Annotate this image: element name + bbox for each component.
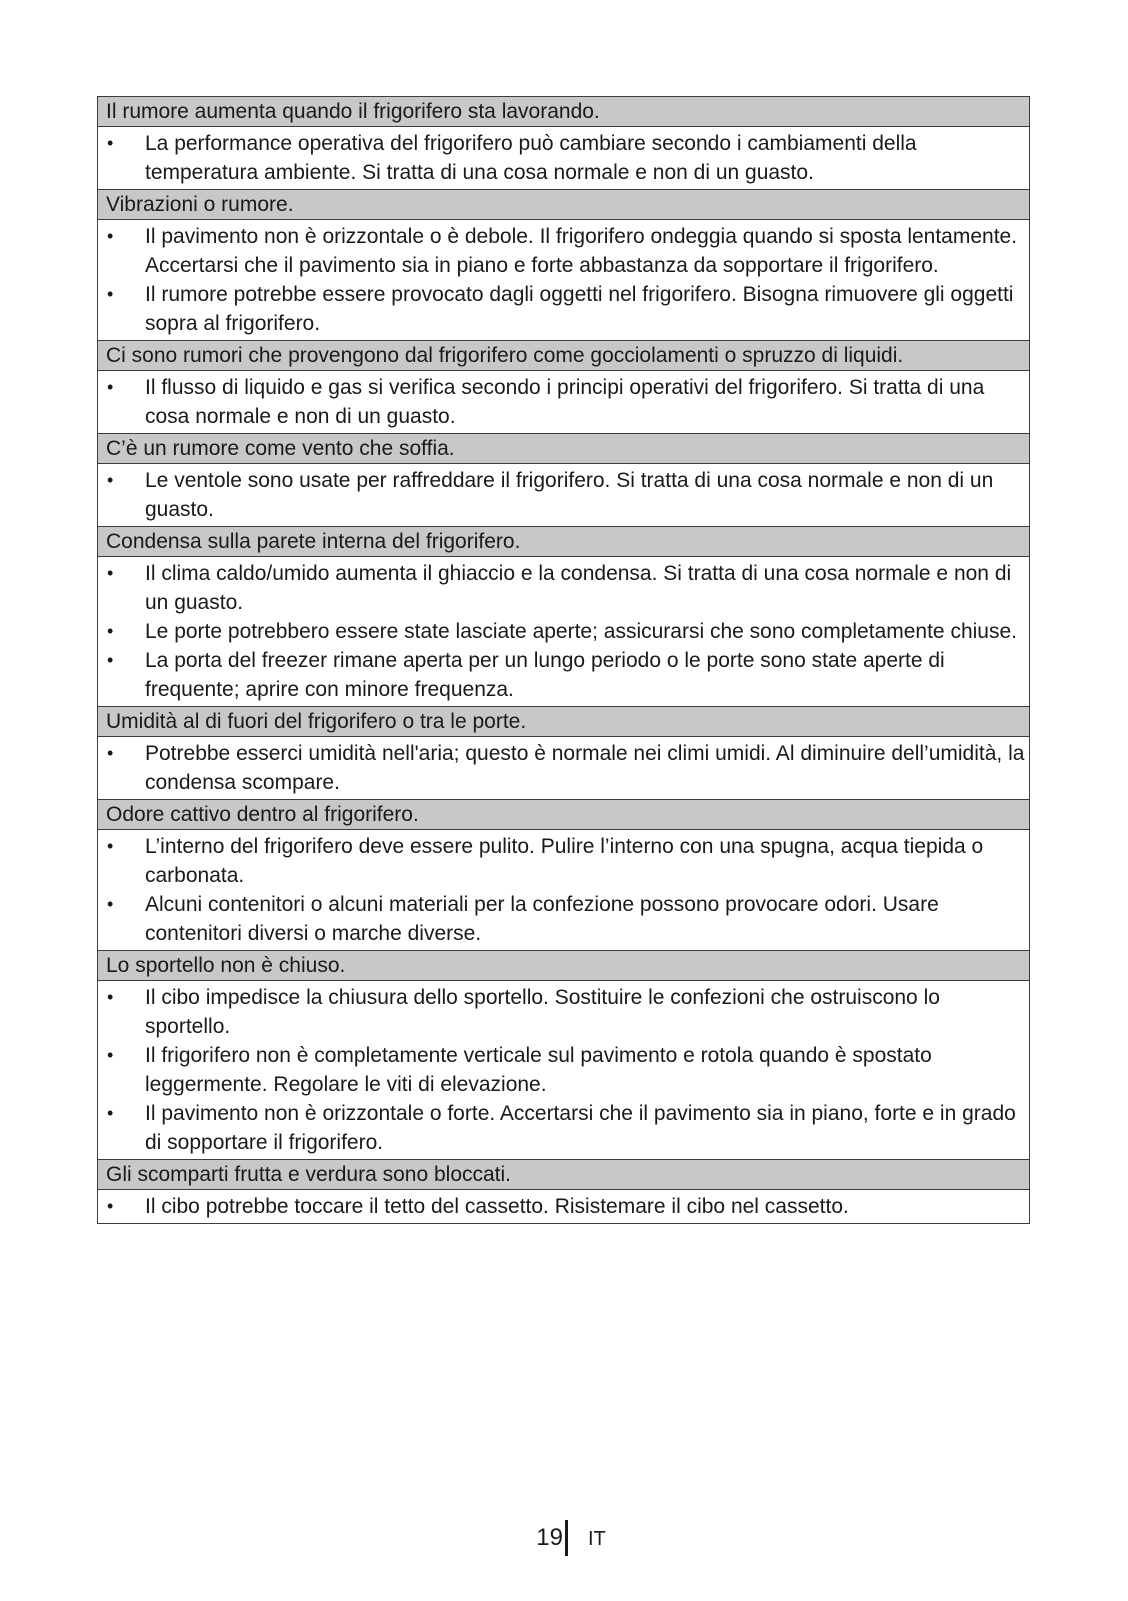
bullet-icon: • bbox=[107, 836, 114, 856]
solution-item bbox=[98, 890, 1029, 948]
solution-text: Le porte potrebbero essere state lasciate aperte; assicurarsi che sono completamente chiuse. bbox=[145, 620, 1017, 643]
solution-list bbox=[98, 371, 1029, 434]
problem-section bbox=[98, 527, 1029, 707]
bullet-icon: • bbox=[107, 563, 114, 583]
solution-list bbox=[98, 127, 1029, 190]
problem-section bbox=[98, 951, 1029, 1160]
bullet-icon: • bbox=[107, 226, 114, 246]
problem-heading: C’è un rumore come vento che soffia. bbox=[98, 434, 1029, 464]
bullet-icon: • bbox=[107, 621, 114, 641]
bullet-icon: • bbox=[107, 650, 114, 670]
solution-text: Alcuni contenitori o alcuni materiali per la confezione possono provocare odori. Usare contenitori diversi o marche diverse. bbox=[145, 893, 939, 945]
bullet-icon: • bbox=[107, 133, 114, 153]
solution-list bbox=[98, 464, 1029, 527]
page-number: 19 bbox=[536, 1524, 563, 1551]
solution-text: Il rumore potrebbe essere provocato dagli oggetti nel frigorifero. Bisogna rimuovere gli oggetti sopra al frigorifero. bbox=[145, 283, 1014, 335]
problem-heading: Lo sportello non è chiuso. bbox=[98, 951, 1029, 981]
solution-item bbox=[98, 1192, 1029, 1221]
bullet-icon: • bbox=[107, 377, 114, 397]
solution-text: Il pavimento non è orizzontale o è debole. Il frigorifero ondeggia quando si sposta lentamente. Accertarsi che il pavimento sia in piano e forte abbastanza da sopportare il frigorifero. bbox=[145, 225, 1018, 277]
solution-text: La porta del freezer rimane aperta per un lungo periodo o le porte sono state aperte di frequente; aprire con minore frequenza. bbox=[145, 649, 945, 701]
troubleshooting-table bbox=[97, 96, 1030, 1224]
solution-text: Il pavimento non è orizzontale o forte. Accertarsi che il pavimento sia in piano, forte e in grado di sopportare il frigorifero. bbox=[145, 1102, 1016, 1154]
solution-text: Il flusso di liquido e gas si verifica secondo i principi operativi del frigorifero. Si tratta di una cosa normale e non di un guasto. bbox=[145, 376, 985, 428]
problem-heading: Gli scomparti frutta e verdura sono bloccati. bbox=[98, 1160, 1029, 1190]
problem-heading: Condensa sulla parete interna del frigorifero. bbox=[98, 527, 1029, 557]
bullet-icon: • bbox=[107, 1045, 114, 1065]
solution-item bbox=[98, 983, 1029, 1041]
solution-text: Il cibo potrebbe toccare il tetto del cassetto. Risistemare il cibo nel cassetto. bbox=[145, 1195, 849, 1218]
footer-divider bbox=[565, 1520, 568, 1556]
problem-section bbox=[98, 341, 1029, 434]
bullet-icon: • bbox=[107, 284, 114, 304]
problem-heading: Umidità al di fuori del frigorifero o tra le porte. bbox=[98, 707, 1029, 737]
solution-text: La performance operativa del frigorifero può cambiare secondo i cambiamenti della temperatura ambiente. Si tratta di una cosa normale e non di un guasto. bbox=[145, 132, 917, 184]
bullet-icon: • bbox=[107, 1196, 114, 1216]
solution-text: Il cibo impedisce la chiusura dello sportello. Sostituire le confezioni che ostruiscono lo sportello. bbox=[145, 986, 940, 1038]
solution-text: Il frigorifero non è completamente verticale sul pavimento e rotola quando è spostato leggermente. Regolare le viti di elevazione. bbox=[145, 1044, 932, 1096]
solution-item bbox=[98, 1099, 1029, 1157]
solution-list bbox=[98, 981, 1029, 1160]
problem-heading: Il rumore aumenta quando il frigorifero sta lavorando. bbox=[98, 97, 1029, 127]
solution-item bbox=[98, 280, 1029, 338]
solution-text: Il clima caldo/umido aumenta il ghiaccio e la condensa. Si tratta di una cosa normale e non di un guasto. bbox=[145, 562, 1012, 614]
solution-text: Le ventole sono usate per raffreddare il frigorifero. Si tratta di una cosa normale e non di un guasto. bbox=[145, 469, 994, 521]
bullet-icon: • bbox=[107, 1103, 114, 1123]
problem-section bbox=[98, 1160, 1029, 1223]
solution-item bbox=[98, 832, 1029, 890]
problem-heading: Ci sono rumori che provengono dal frigorifero come gocciolamenti o spruzzo di liquidi. bbox=[98, 341, 1029, 371]
solution-text: L’interno del frigorifero deve essere pulito. Pulire l’interno con una spugna, acqua tiepida o carbonata. bbox=[145, 835, 984, 887]
solution-list bbox=[98, 220, 1029, 341]
bullet-icon: • bbox=[107, 743, 114, 763]
solution-item bbox=[98, 617, 1029, 646]
problem-section bbox=[98, 707, 1029, 800]
problem-section bbox=[98, 190, 1029, 341]
solution-list bbox=[98, 1190, 1029, 1223]
solution-item bbox=[98, 222, 1029, 280]
problem-section bbox=[98, 97, 1029, 190]
problem-section bbox=[98, 800, 1029, 951]
problem-section bbox=[98, 434, 1029, 527]
bullet-icon: • bbox=[107, 470, 114, 490]
bullet-icon: • bbox=[107, 987, 114, 1007]
solution-item bbox=[98, 466, 1029, 524]
solution-list bbox=[98, 737, 1029, 800]
problem-heading: Odore cattivo dentro al frigorifero. bbox=[98, 800, 1029, 830]
solution-list bbox=[98, 557, 1029, 707]
solution-item bbox=[98, 559, 1029, 617]
bullet-icon: • bbox=[107, 894, 114, 914]
solution-item bbox=[98, 373, 1029, 431]
language-code: IT bbox=[588, 1528, 606, 1550]
solution-text: Potrebbe esserci umidità nell'aria; questo è normale nei climi umidi. Al diminuire dell’umidità, la condensa scompare. bbox=[145, 742, 1025, 794]
solution-item bbox=[98, 1041, 1029, 1099]
solution-item bbox=[98, 129, 1029, 187]
page-footer bbox=[0, 1520, 1128, 1560]
solution-list bbox=[98, 830, 1029, 951]
solution-item bbox=[98, 739, 1029, 797]
solution-item bbox=[98, 646, 1029, 704]
problem-heading: Vibrazioni o rumore. bbox=[98, 190, 1029, 220]
